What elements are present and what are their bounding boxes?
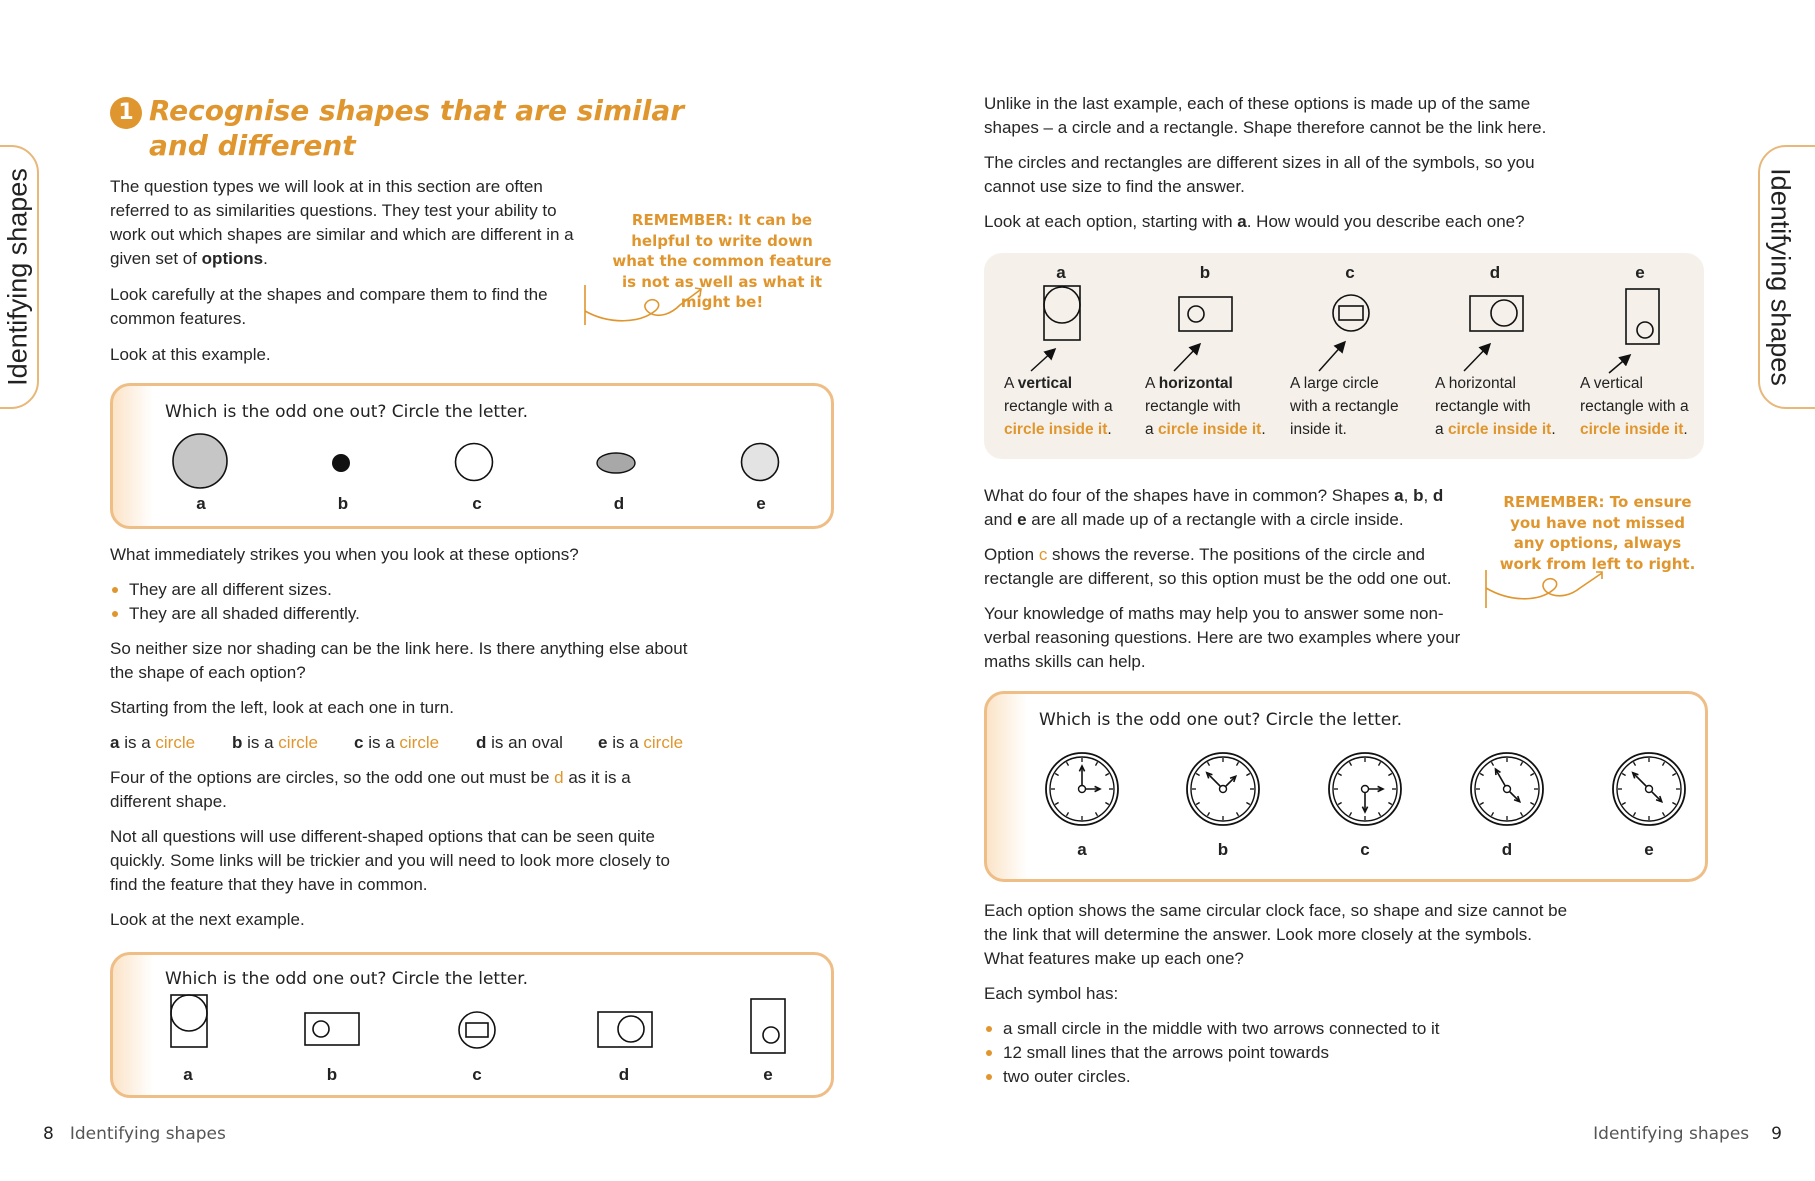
side-tab-left — [0, 145, 39, 409]
option-shape-b — [332, 454, 350, 472]
paragraph: Each option shows the same circular clock face, so shape and size cannot be the link that will determine the answer. Look more closely at the symbols. What features make up each one? — [984, 901, 1568, 968]
option-shape-a — [171, 995, 207, 1047]
list-item: two outer circles. — [984, 1065, 1574, 1089]
option-label[interactable]: b — [326, 1065, 338, 1084]
paragraph: Unlike in the last example, each of these options is made up of the same shapes – a circle and a rectangle. Shape therefore cannot be the link here. — [984, 94, 1547, 137]
footer-title: Identifying shapes — [69, 1124, 226, 1144]
clock-icon — [1471, 753, 1543, 825]
paragraph: What do four of the shapes have in common? Shapes a, b, d and e are all made up of a rectangle with a circle inside. — [984, 486, 1444, 529]
option-shape-c — [456, 444, 493, 481]
page-number: 9 — [1771, 1124, 1782, 1144]
description-panel — [984, 253, 1704, 459]
intro-paragraph: Look carefully at the shapes and compare them to find the common features. — [110, 285, 548, 328]
section-title: Recognise shapes that are similar and different — [149, 94, 685, 162]
list-item: 12 small lines that the arrows point towards — [984, 1041, 1574, 1065]
option-desc: c is a circle — [354, 733, 440, 752]
side-tab-right — [1758, 145, 1815, 409]
right-analysis — [984, 484, 1464, 674]
page-number: 8 — [43, 1124, 54, 1144]
panel-label: d — [1489, 263, 1501, 282]
intro-paragraph: The question types we will look at in this section are often referred to as similarities questions. They test your ability to work out which shapes are similar and which are different in a given set of options. — [110, 177, 574, 268]
option-desc: b is a circle — [232, 733, 318, 752]
list-item: They are all shaded differently. — [110, 602, 710, 626]
option-label[interactable]: a — [196, 494, 206, 513]
remember-note: REMEMBER: To ensure you have not missed any options, always work from left to right. — [1499, 493, 1696, 573]
analysis-paragraph: Not all questions will use different-shaped options that can be seen quite quickly. Some links will be trickier and you will need to look more closely to find the feature that they have in common. — [110, 827, 670, 894]
paragraph: Option c shows the reverse. The positions of the circle and rectangle are different, so this option must be the odd one out. — [984, 545, 1452, 588]
side-tab-label: Identifying shapes — [2, 168, 32, 386]
analysis-question: What immediately strikes you when you look at these options? — [110, 545, 579, 564]
analysis-paragraph: Four of the options are circles, so the odd one out must be d as it is a different shape. — [110, 768, 631, 811]
question-box — [110, 383, 834, 529]
question-box — [110, 952, 834, 1098]
panel-label: b — [1199, 263, 1211, 282]
option-label[interactable]: c — [472, 1065, 482, 1084]
option-label[interactable]: d — [1501, 840, 1513, 859]
option-label[interactable]: c — [472, 494, 482, 513]
paragraph: Look at each option, starting with a. How would you describe each one? — [984, 212, 1525, 231]
analysis-paragraph: Look at the next example. — [110, 910, 305, 929]
clock-icon — [1046, 753, 1118, 825]
footer-title: Identifying shapes — [1593, 1124, 1750, 1144]
option-label[interactable]: b — [337, 494, 349, 513]
option-label[interactable]: e — [756, 494, 766, 513]
option-label[interactable]: d — [618, 1065, 630, 1084]
footer-right — [1593, 1124, 1782, 1144]
clock-icon — [1613, 753, 1685, 825]
option-desc: a is a circle — [110, 733, 196, 752]
option-shape-b — [305, 1013, 359, 1045]
shape-description: A horizontal rectangle with a circle inside it. — [1145, 375, 1266, 438]
option-desc: e is a circle — [598, 733, 684, 752]
right-intro — [984, 92, 1564, 234]
analysis-paragraph: Starting from the left, look at each one in turn. — [110, 698, 454, 717]
shape-description: A horizontal rectangle with a circle inside it. — [1435, 375, 1556, 438]
list-item: They are all different sizes. — [110, 578, 710, 602]
side-tab-label: Identifying shapes — [1765, 168, 1795, 386]
panel-label: c — [1345, 263, 1355, 282]
remember-arrow-icon — [1480, 570, 1615, 612]
analysis-paragraph: So neither size nor shading can be the link here. Is there anything else about the shape of each option? — [110, 639, 688, 682]
shape-description: A vertical rectangle with a circle inside it. — [1580, 375, 1689, 438]
footer-left — [43, 1124, 226, 1144]
option-shape-c — [459, 1012, 495, 1048]
option-shape-a — [173, 434, 227, 488]
paragraph: The circles and rectangles are different sizes in all of the symbols, so you cannot use size to find the answer. — [984, 153, 1535, 196]
option-label[interactable]: e — [763, 1065, 773, 1084]
intro-text — [110, 175, 580, 367]
option-label[interactable]: a — [1077, 840, 1087, 859]
paragraph: Your knowledge of maths may help you to answer some non-verbal reasoning questions. Here are two examples where your maths skills can help. — [984, 604, 1461, 671]
option-label[interactable]: e — [1644, 840, 1654, 859]
analysis-text — [110, 543, 710, 932]
option-label[interactable]: a — [183, 1065, 193, 1084]
question-title: Which is the odd one out? Circle the letter. — [1039, 710, 1403, 730]
clock-analysis — [984, 899, 1574, 1089]
section-number-badge: 1 — [110, 97, 142, 129]
intro-paragraph: Look at this example. — [110, 345, 271, 364]
question-title: Which is the odd one out? Circle the letter. — [165, 402, 529, 422]
panel-label: a — [1056, 263, 1066, 282]
panel-label: e — [1635, 263, 1645, 282]
question-title: Which is the odd one out? Circle the letter. — [165, 969, 529, 989]
option-shape-e — [751, 999, 785, 1053]
option-label[interactable]: c — [1360, 840, 1370, 859]
shape-description: A vertical rectangle with a circle inside it. — [1004, 375, 1113, 438]
option-desc: d is an oval — [476, 733, 563, 752]
option-shape-d — [597, 453, 635, 473]
list-item: a small circle in the middle with two arrows connected to it — [984, 1017, 1574, 1041]
clock-icon — [1187, 753, 1259, 825]
paragraph: Each symbol has: — [984, 984, 1119, 1003]
option-shape-e — [742, 444, 779, 481]
question-box — [984, 691, 1708, 882]
option-label[interactable]: d — [613, 494, 625, 513]
remember-note: REMEMBER: It can be helpful to write down what the common feature is not as well as what it might be! — [612, 211, 832, 311]
option-label[interactable]: b — [1217, 840, 1229, 859]
option-shape-d — [598, 1012, 652, 1047]
clock-icon — [1329, 753, 1401, 825]
remember-arrow-icon — [580, 285, 710, 330]
option-descriptions — [110, 731, 710, 755]
shape-description: A large circle with a rectangle inside it. — [1290, 375, 1399, 438]
